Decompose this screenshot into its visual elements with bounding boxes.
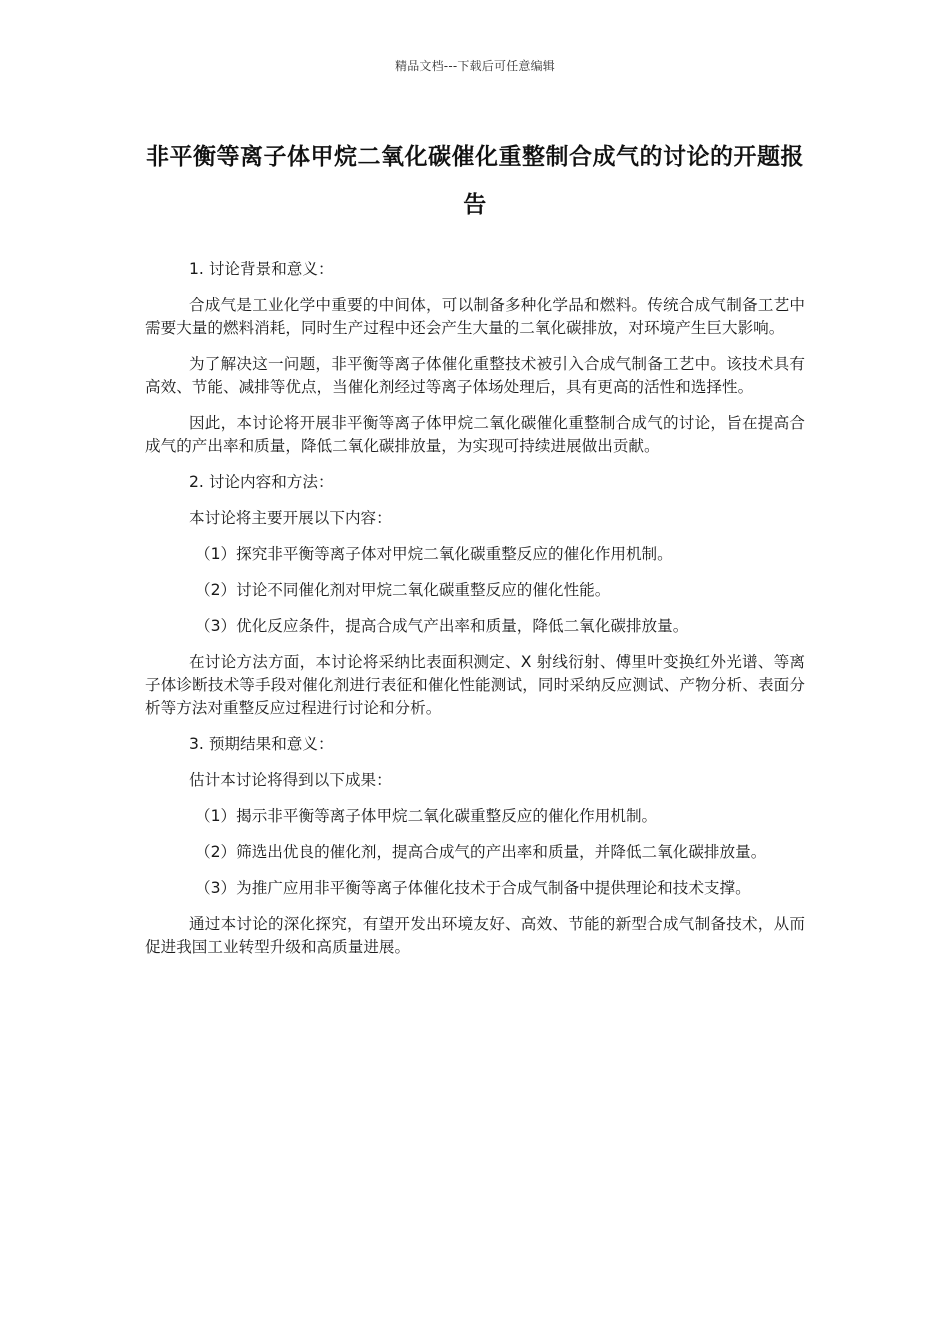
paragraph-methods: 在讨论方法方面，本讨论将采纳比表面积测定、X 射线衍射、傅里叶变换红外光谱、等离子体诊断技术等手段对催化剂进行表征和催化性能测试，同时采纳反应测试、产物分析、表面分析等方法对重整反应过程进行讨论和分析。	[145, 653, 805, 717]
page-header: 精品文档---下载后可任意编辑	[395, 59, 555, 73]
content-item-1: （1）探究非平衡等离子体对甲烷二氧化碳重整反应的催化作用机制。	[195, 545, 673, 563]
content-item-2: （2）讨论不同催化剂对甲烷二氧化碳重整反应的催化性能。	[195, 581, 611, 599]
section-heading-expected-results: 3. 预期结果和意义：	[189, 735, 334, 753]
paragraph-content-intro: 本讨论将主要开展以下内容：	[189, 509, 392, 527]
result-item-1: （1）揭示非平衡等离子体甲烷二氧化碳重整反应的催化作用机制。	[195, 807, 658, 825]
paragraph-conclusion: 通过本讨论的深化探究，有望开发出环境友好、高效、节能的新型合成气制备技术，从而促进我国工业转型升级和高质量进展。	[145, 915, 805, 956]
paragraph-results-intro: 估计本讨论将得到以下成果：	[189, 771, 392, 789]
section-heading-content-methods: 2. 讨论内容和方法：	[189, 473, 334, 491]
paragraph-background-3: 因此，本讨论将开展非平衡等离子体甲烷二氧化碳催化重整制合成气的讨论，旨在提高合成气的产出率和质量，降低二氧化碳排放量，为实现可持续进展做出贡献。	[145, 414, 805, 455]
document-body	[145, 258, 805, 972]
paragraph-background-1: 合成气是工业化学中重要的中间体，可以制备多种化学品和燃料。传统合成气制备工艺中需要大量的燃料消耗，同时生产过程中还会产生大量的二氧化碳排放，对环境产生巨大影响。	[145, 296, 805, 337]
result-item-2: （2）筛选出优良的催化剂，提高合成气的产出率和质量，并降低二氧化碳排放量。	[195, 843, 767, 861]
section-heading-background: 1. 讨论背景和意义：	[189, 260, 334, 278]
paragraph-background-2: 为了解决这一问题，非平衡等离子体催化重整技术被引入合成气制备工艺中。该技术具有高效、节能、减排等优点，当催化剂经过等离子体场处理后，具有更高的活性和选择性。	[145, 355, 805, 396]
content-item-3: （3）优化反应条件，提高合成气产出率和质量，降低二氧化碳排放量。	[195, 617, 689, 635]
document-title: 非平衡等离子体甲烷二氧化碳催化重整制合成气的讨论的开题报告	[146, 144, 804, 218]
result-item-3: （3）为推广应用非平衡等离子体催化技术于合成气制备中提供理论和技术支撑。	[195, 879, 751, 897]
